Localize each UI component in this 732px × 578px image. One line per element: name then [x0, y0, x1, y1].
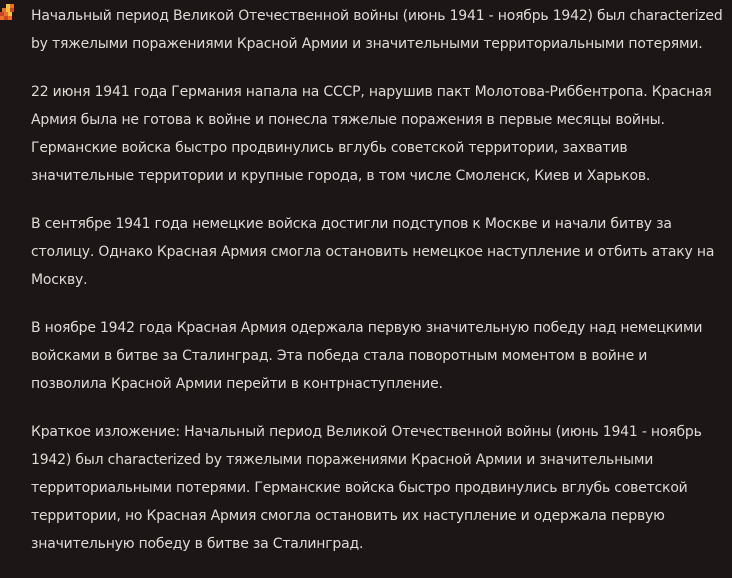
summary-paragraph: Краткое изложение: Начальный период Великой Отечественной войны (июнь 1941 - ноябрь 1942) был characterized by тяжелыми поражениями Красной Армии и значительными территориальными потерями. Германские войска быстро продвинулись вглубь советской территории, но Красная Армия смогла остановить их наступление и одержала первую значительную победу в битве за Сталинград.	[31, 424, 702, 552]
assistant-logo-icon	[0, 0, 14, 26]
message-paragraph: 22 июня 1941 года Германия напала на СССР, нарушив пакт Молотова-Риббентропа. Красная Армия была не готова к войне и понесла тяжелые поражения в первые месяцы войны. Германские войска быстро продвинулись вглубь советской территории, захватив значительные территории и крупные города, в том числе Смоленск, Киев и Харьков.	[31, 84, 712, 184]
message-paragraph: В сентябре 1941 года немецкие войска достигли подступов к Москве и начали битву за столицу. Однако Красная Армия смогла остановить немецкое наступление и отбить атаку на Москву.	[31, 216, 715, 288]
message-paragraph: Начальный период Великой Отечественной войны (июнь 1941 - ноябрь 1942) был characterized by тяжелыми поражениями Красной Армии и значительными территориальными потерями.	[31, 8, 723, 52]
message-paragraph: В ноябре 1942 года Красная Армия одержала первую значительную победу над немецкими войсками в битве за Сталинград. Эта победа стала поворотным моментом в войне и позволила Красной Армии перейти в контрнаступление.	[31, 320, 703, 392]
assistant-message	[31, 2, 723, 578]
